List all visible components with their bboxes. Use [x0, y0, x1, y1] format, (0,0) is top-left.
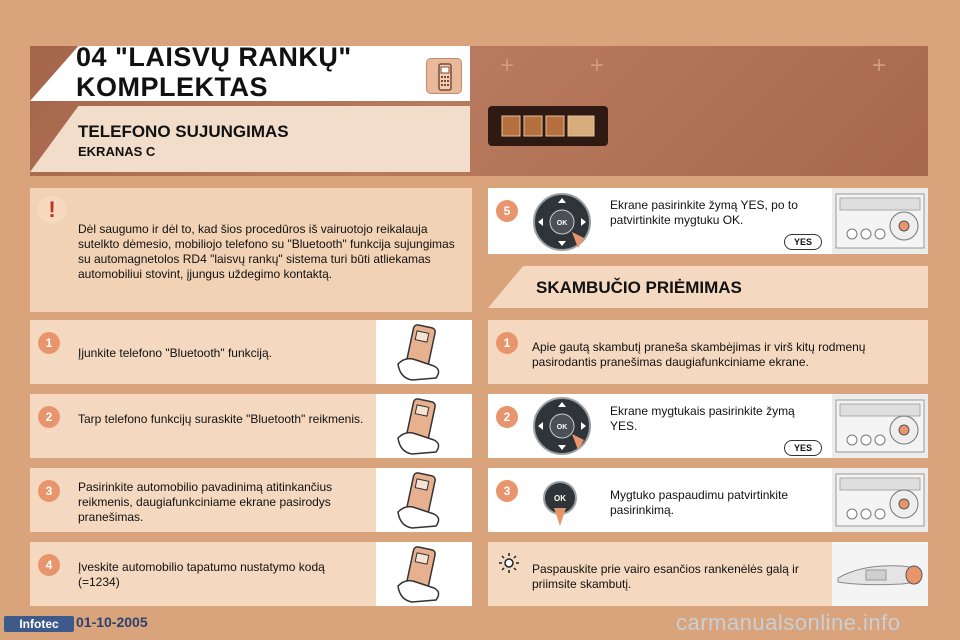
page-title-line1: 04 "LAISVŲ RANKŲ" [76, 42, 352, 72]
radio-unit-icon [832, 188, 928, 254]
footer-logo: Infotec [4, 616, 74, 632]
step-number: 2 [38, 406, 60, 428]
step-text: Įveskite automobilio tapatumo nustatymo kodą (=1234) [78, 560, 325, 589]
ok-label: OK [556, 424, 568, 431]
step-number: 4 [38, 554, 60, 576]
step-number: 3 [496, 480, 518, 502]
step-text: Ekrane mygtukais pasirinkite žymą YES. [610, 404, 795, 433]
ok-label: OK [556, 220, 568, 227]
plus-decoration: + [872, 52, 887, 79]
page-title [76, 42, 436, 102]
section-title-connect: TELEFONO SUJUNGIMAS [78, 122, 289, 141]
step-row [488, 320, 928, 384]
plus-decoration: + [500, 52, 515, 79]
hand-phone-icon [376, 394, 472, 458]
warning-icon: ! [38, 196, 66, 224]
section-title-receive: SKAMBUČIO PRIĖMIMAS [536, 278, 742, 297]
step-number: 1 [38, 332, 60, 354]
phone-icon [426, 58, 462, 94]
radio-unit-icon [832, 468, 928, 532]
step-number: 1 [496, 332, 518, 354]
hand-phone-icon [376, 320, 472, 384]
tip-sun-icon [498, 552, 520, 574]
watermark: carmanualsonline.info [676, 610, 901, 635]
radio-unit-icon [832, 394, 928, 458]
step-number: 5 [496, 200, 518, 222]
step-text: Apie gautą skambutį praneša skambėjimas ir virš kitų rodmenų pasirodantis pranešimas daugiafunkciniame ekrane. [532, 340, 866, 369]
step-row [30, 320, 472, 384]
tip-text: Paspauskite prie vairo esančios rankenėlės galą ir priimsite skambutį. [532, 562, 799, 591]
tip-row [488, 542, 928, 606]
step-row [30, 542, 472, 606]
plus-decoration: + [590, 52, 605, 79]
ok-button-icon [540, 478, 584, 532]
step-row [488, 394, 928, 458]
step-number: 2 [496, 406, 518, 428]
step-row [488, 188, 928, 254]
step-text: Ekrane pasirinkite žymą YES, po to patvirtinkite mygtuku OK. [610, 198, 798, 227]
step-text: Mygtuko paspaudimu patvirtinkite pasirinkimą. [610, 488, 789, 517]
hand-phone-icon [376, 468, 472, 532]
step-text: Pasirinkite automobilio pavadinimą atitinkančius reikmenis, daugiafunkciniame ekrane pasirodys pranešimas. [78, 480, 333, 524]
navigation-pad-icon [528, 192, 598, 254]
display-screen-icon [488, 106, 608, 146]
steering-stalk-icon [832, 542, 928, 606]
ok-label: OK [554, 494, 566, 503]
warning-text: Dėl saugumo ir dėl to, kad šios procedūros iš vairuotojo reikalauja sutelkto dėmesio, mobiliojo telefono su "Bluetooth" funkcija sujungimas su automagnetolos RD4 "laisvų rankų" sistema turi būti atliekamas automobiliui stovint, įjungus uždegimo kontaktą. [78, 222, 455, 281]
navigation-pad-icon [528, 396, 598, 458]
yes-badge: YES [784, 440, 822, 456]
step-text: Įjunkite telefono "Bluetooth" funkciją. [78, 346, 272, 360]
step-number: 3 [38, 480, 60, 502]
hand-phone-icon [376, 542, 472, 606]
step-row [488, 468, 928, 532]
page-title-line2: KOMPLEKTAS [76, 72, 268, 102]
footer-date: 01-10-2005 [76, 614, 148, 630]
yes-badge: YES [784, 234, 822, 250]
step-row [30, 394, 472, 458]
step-text: Tarp telefono funkcijų suraskite "Bluetooth" reikmenis. [78, 412, 364, 426]
section-subtitle-screen: EKRANAS C [78, 144, 156, 159]
step-row [30, 468, 472, 532]
